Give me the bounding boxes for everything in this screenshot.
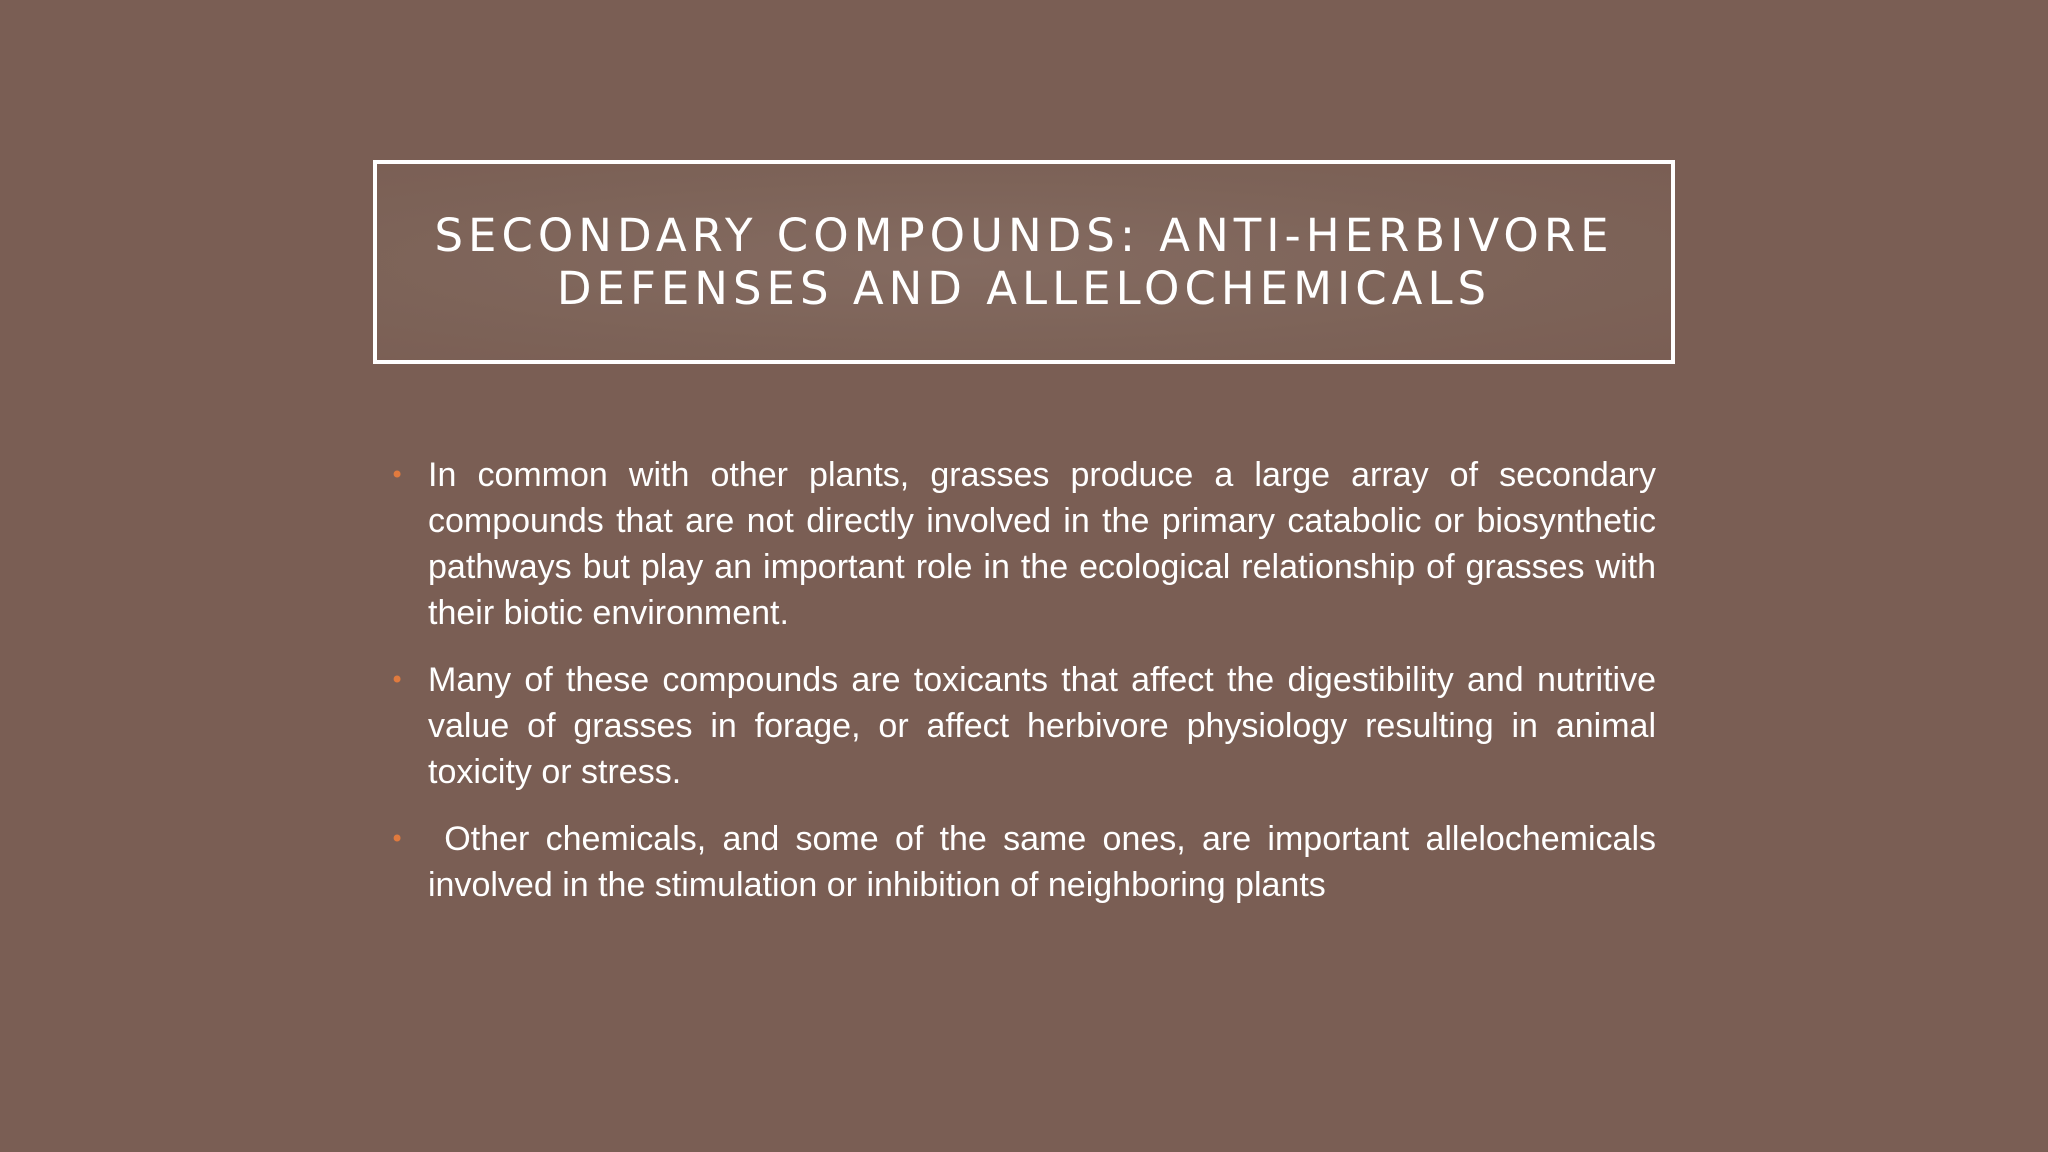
bullet-icon: • (390, 461, 405, 489)
bullet-item-2 (390, 657, 1656, 795)
bullet-text: Other chemicals, and some of the same ones, are important allelochemicals involved in the stimulation or inhibition of neighboring plants (428, 820, 1666, 904)
bullet-item-1 (390, 452, 1656, 636)
title-line-1: SECONDARY COMPOUNDS: ANTI-HERBIVORE (434, 209, 1614, 262)
slide-body (390, 452, 1666, 929)
slide-title (434, 209, 1613, 315)
bullet-text: Many of these compounds are toxicants that affect the digestibility and nutritive value of grasses in forage, or affect herbivore physiology resulting in animal toxicity or stress. (428, 661, 1656, 791)
bullet-text: In common with other plants, grasses produce a large array of secondary compounds that are not directly involved in the primary catabolic or biosynthetic pathways but play an important role in the ecological relationship of grasses with their biotic environment. (428, 456, 1656, 632)
bullet-list (390, 452, 1666, 908)
title-box (373, 160, 1675, 364)
bullet-icon: • (390, 666, 405, 694)
bullet-icon: • (390, 825, 405, 853)
bullet-item-3 (390, 816, 1666, 908)
title-line-2: DEFENSES AND ALLELOCHEMICALS (556, 262, 1492, 315)
